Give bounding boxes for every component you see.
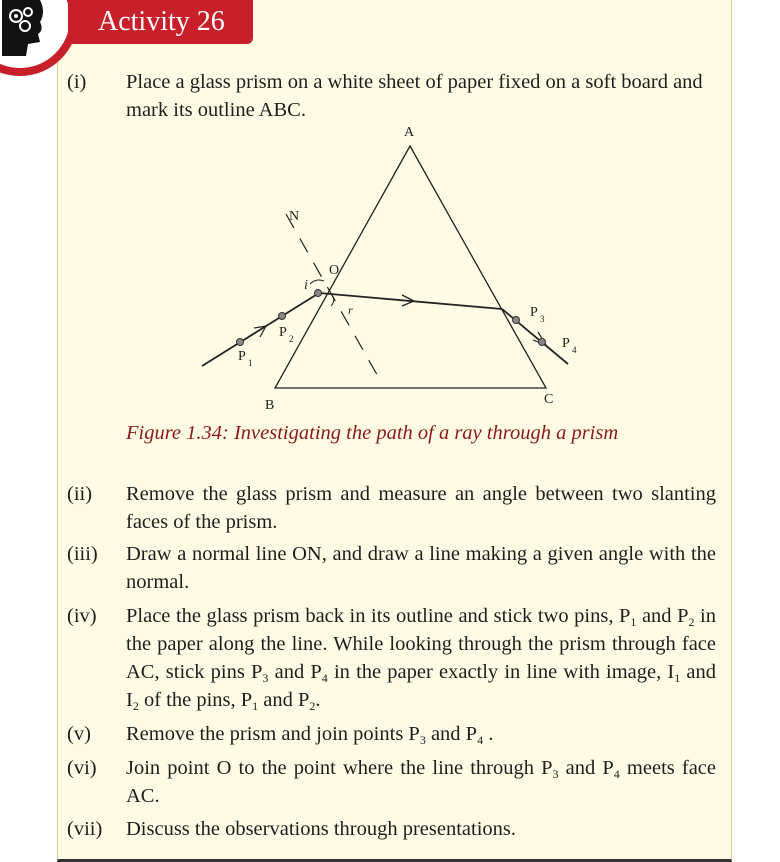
pin-p4-label: P: [562, 336, 570, 351]
step-number: (ii): [67, 483, 93, 505]
activity-title: Activity 26: [98, 6, 225, 37]
step-text: Join point O to the point where the line through $P_3$ and $P_4$ meets face AC.: [126, 757, 716, 807]
vertex-b-label: B: [265, 398, 275, 413]
pin-p1-label: P: [238, 349, 246, 364]
step-text: Remove the glass prism and measure an angle between two slanting faces of the prism.: [126, 483, 716, 533]
step-text: Draw a normal line ON, and draw a line making a given angle with the normal.: [126, 543, 716, 593]
pin-p2: [279, 313, 286, 320]
step-number: (iv): [67, 605, 97, 627]
figure-caption: Figure 1.34: Investigating the path of a ray through a prism: [126, 422, 619, 444]
pin-p4-subscript: 4: [572, 345, 577, 355]
pin-p3: [513, 317, 520, 324]
vertex-a-label: A: [404, 125, 415, 140]
prism-diagram: [190, 118, 630, 418]
step-text: Place a glass prism on a white sheet of paper fixed on a soft board and mark its outline ABC.: [126, 71, 703, 121]
step-text: Place the glass prism back in its outline and stick two pins, $P_1$ and $P_2$ in the paper along the line. While looking through the prism through face AC, stick pins $P_3$ and $P_4$ in the paper exactly in line with image, $I_1$ and $I_2$ of the pins, $P_1$ and $P_2$.: [126, 605, 717, 713]
vertex-c-label: C: [544, 392, 554, 407]
pin-p4: [539, 339, 546, 346]
pin-p3-subscript: 3: [540, 314, 545, 324]
step-number: (i): [67, 71, 87, 93]
angle-r-arc: [331, 296, 334, 306]
step-number: (vi): [67, 757, 97, 779]
step-text: Discuss the observations through presentations.: [126, 818, 517, 840]
angle-i-label: i: [304, 278, 308, 293]
normal-n-label: N: [289, 209, 300, 224]
angle-r-label: r: [348, 303, 353, 317]
pin-p1: [237, 339, 244, 346]
point-o: [315, 290, 322, 297]
angle-i-arc: [310, 280, 324, 284]
pin-p2-label: P: [279, 325, 287, 340]
step-text: Remove the prism and join points $P_3$ and $P_4$ .: [126, 723, 494, 747]
pin-p3-label: P: [530, 305, 538, 320]
point-o-label: O: [329, 263, 340, 278]
step-number: (v): [67, 723, 91, 745]
pin-p1-subscript: 1: [248, 358, 253, 368]
refracted-ray: [319, 293, 502, 309]
step-number: (iii): [67, 543, 98, 565]
incident-ray: [202, 293, 319, 366]
step-number: (vii): [67, 818, 103, 840]
brain-gears-icon: [0, 0, 60, 60]
pin-p2-subscript: 2: [289, 334, 294, 344]
